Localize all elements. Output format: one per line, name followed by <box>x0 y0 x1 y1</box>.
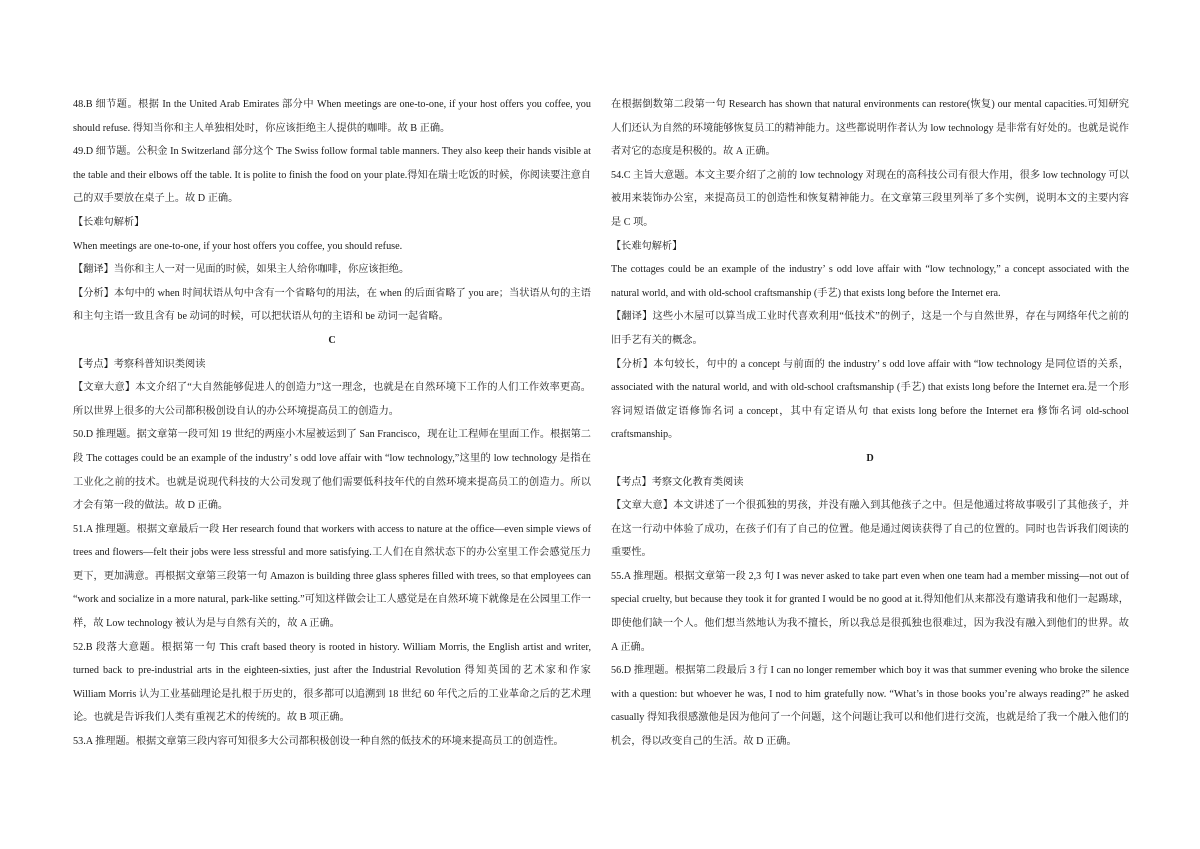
analysis-paragraph: 【分析】本句中的 when 时间状语从句中含有一个省略句的用法，在 when 的后面省略了 you are；当状语从句的主语和主句主语一致且含有 be 动词的时候，可以把状语从句的主语和 be 动词一起省略。 <box>73 287 591 323</box>
article-summary: 【文章大意】本文介绍了“大自然能够促进人的创造力”这一理念，也就是在自然环境下工作的人们工作效率更高。所以世界上很多的大公司都积极创设自认的办公环境提高员工的创造力。 <box>73 382 591 417</box>
paragraph-55: 55.A 推理题。根据文章第一段 2,3 句 I was never asked to take part even when one team had a member missing—not out of special cruelty, but because they took it for granted I would be no good at it.得知他们从来都没有邀请我和他们一起踢球，即使他们缺一个人。他们想当然地认为我不擅长，所以我总是很孤独也很难过，因为我没有融入到他们的世界。故 A 正确。 <box>611 570 1129 653</box>
section-label-c: C <box>328 334 336 346</box>
paragraph-49: 49.D 细节题。公积金 In Switzerland 部分这个 The Swiss follow formal table manners. They also keep their hands visible at the table and their elbows off the table. It is polite to finish the food on your plate.得知在瑞士吃饭的时候，你阅读要注意自己的双手要放在桌子上。故 D 正确。 <box>73 146 591 205</box>
article-summary: 【文章大意】本文讲述了一个很孤独的男孩，并没有融入到其他孩子之中。但是他通过将故事吸引了其他孩子，并在这一行动中体验了成功，在孩子们有了自己的位置。他是通过阅读获得了自己的位置的。同时也告诉我们阅读的重要性。 <box>611 500 1129 559</box>
paragraph-56: 56.D 推理题。根据第二段最后 3 行 I can no longer remember which boy it was that summer evening who broke the silence with a question: but whoever he was, I nod to him gratefully now. “What’s in those books you’re always reading?” he asked casually 得知我很感激他是因为他问了一个问题，这个问题让我可以和他们进行交流，也就是给了我一个融入他们的机会，得以改变自己的生活。故 D 正确。 <box>611 665 1129 748</box>
paragraph-50: 50.D 推理题。据文章第一段可知 19 世纪的两座小木屋被运到了 San Francisco，现在让工程师在里面工作。根据第二段 The cottages could be an example of the industry’ s odd love affair with “low technology,”这里的 low technology 是指在工业化之前的技术。也就是说现代科技的大公司发现了他们需要低科技年代的自然环境来提高员工的创造力。所以才会有第一段的做法。故 D 正确。 <box>73 429 591 512</box>
paragraph-52: 52.B 段落大意题。根据第一句 This craft based theory is rooted in history. William Morris, the English artist and writer, turned back to pre-industrial arts in the eighteen-sixties, just after the Industrial Revolution 得知英国的艺术家和作家 William Morris 认为工业基础理论是扎根于历史的，很多都可以追溯到 18 世纪 60 年代之后的工业革命之后的艺术理论。也就是告诉我们人类有重视艺术的传统的。故 B 项正确。 <box>73 641 591 724</box>
paragraph-53: 53.A 推理题。根据文章第三段内容可知很多大公司都积极创设一种自然的低技术的环境来提高员工的创造性。 <box>73 736 564 748</box>
test-point: 【考点】考察科普知识类阅读 <box>73 358 206 370</box>
long-sentence: The cottages could be an example of the industry’ s odd love affair with “low technology,” a concept associated with the natural world, and with old-school craftsmanship (手艺) that exists long before the Internet era. <box>611 264 1129 299</box>
right-column <box>611 93 1129 754</box>
translation-paragraph: 【翻译】当你和主人一对一见面的时候，如果主人给你咖啡，你应该拒绝。 <box>73 264 410 276</box>
section-heading-long-sentence: 【长难句解析】 <box>73 216 145 228</box>
test-point: 【考点】考察文化教育类阅读 <box>611 476 744 488</box>
analysis-paragraph: 【分析】本句较长，句中的 a concept 与前面的 the industry’ s odd love affair with “low technology 是同位语的关系，associated with the natural world, and with old-school craftsmanship (手艺) that exists long before the Internet era.是一个形容词短语做定语修饰名词 a concept，其中有定语从句 that exists long before the Internet era 修饰名词 old-school craftsmanship。 <box>611 358 1129 441</box>
long-sentence: When meetings are one-to-one, if your host offers you coffee, you should refuse. <box>73 240 403 252</box>
paragraph-54: 54.C 主旨大意题。本文主要介绍了之前的 low technology 对现在的高科技公司有很大作用，很多 low technology 可以被用来装饰办公室，来提高员工的创造性和恢复精神能力。在文章第三段里列举了多个实例，说明本文的主要内容是 C 项。 <box>611 169 1129 228</box>
section-label-d: D <box>866 452 874 464</box>
left-column <box>73 93 591 754</box>
section-heading-long-sentence: 【长难句解析】 <box>611 240 683 252</box>
paragraph-53-continued: 在根据倒数第二段第一句 Research has shown that natural environments can restore(恢复) our mental capacities.可知研究人们还认为自然的环境能够恢复员工的精神能力。这些都说明作者认为 low technology 是非常有好处的。也就是说作者对它的态度是积极的。故 A 正确。 <box>611 99 1129 158</box>
paragraph-48: 48.B 细节题。根据 In the United Arab Emirates 部分中 When meetings are one-to-one, if your host offers you coffee, you should refuse. 得知当你和主人单独相处时，你应该拒绝主人提供的咖啡。故 B 正确。 <box>73 99 591 134</box>
translation-paragraph: 【翻译】这些小木屋可以算当成工业时代喜欢利用“低技术”的例子，这是一个与自然世界，存在与网络年代之前的旧手艺有关的概念。 <box>611 311 1129 346</box>
paragraph-51: 51.A 推理题。根据文章最后一段 Her research found that workers with access to nature at the office—even simple views of trees and flowers—felt their jobs were less stressful and more satisfying.工人们在自然状态下的办公室里工作会感觉压力更下，更加满意。再根据文章第三段第一句 Amazon is building three glass spheres filled with trees, so that employees can “work and socialize in a more natural, park-like setting.”可知这样做会让工人感觉是在自然环境下就像是在公园里工作一样，故 Low technology 被认为是与自然有关的，故 A 正确。 <box>73 523 591 630</box>
